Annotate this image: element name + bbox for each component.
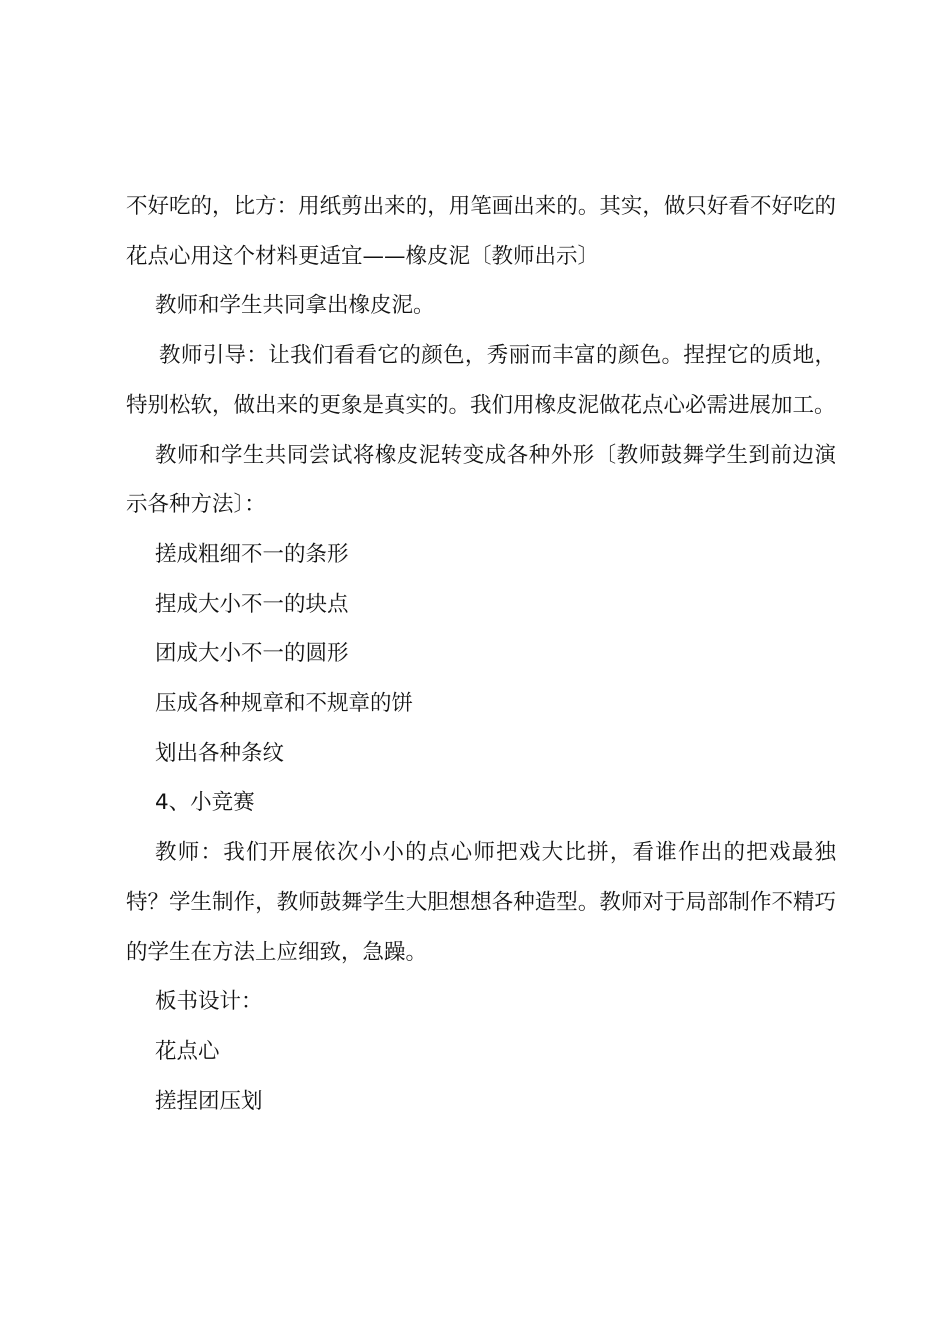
- list-item-press-cakes: 压成各种规章和不规章的饼: [155, 691, 414, 717]
- paragraph-teacher-guidance: 教师引导：让我们看看它的颜色，秀丽而丰富的颜色。捏捏它的质地，特别松软，做出来的更象是真实的。我们用橡皮泥做花点心必需进展加工。: [126, 343, 836, 418]
- paragraph-take-out-clay: 教师和学生共同拿出橡皮泥。: [155, 293, 435, 319]
- section-heading-competition: 4、小竞赛: [155, 790, 255, 816]
- list-item-roll-strips: 搓成粗细不一的条形: [155, 541, 349, 567]
- list-item-draw-lines: 划出各种条纹: [155, 740, 285, 766]
- paragraph-shape-attempt: 教师和学生共同尝试将橡皮泥转变成各种外形〔教师鼓舞学生到前边演示各种方法〕：: [126, 442, 836, 518]
- paragraph-continuation: 不好吃的，比方：用纸剪出来的，用笔画出来的。其实，做只好看不好吃的花点心用这个材料更适宜——橡皮泥〔教师出示〕: [126, 194, 836, 269]
- list-item-round-balls: 团成大小不一的圆形: [155, 641, 349, 667]
- board-design-title: 花点心: [155, 1038, 220, 1064]
- board-design-methods: 搓捏团压划: [155, 1088, 263, 1114]
- board-design-heading: 板书设计：: [155, 989, 263, 1015]
- paragraph-teacher-competition: 教师：我们开展依次小小的点心师把戏大比拼，看谁作出的把戏最独特？学生制作，教师鼓舞学生大胆想想各种造型。教师对于局部制作不精巧的学生在方法上应细致，急躁。: [126, 840, 836, 965]
- document-body: [126, 182, 836, 1126]
- list-item-pinch-dots: 捏成大小不一的块点: [155, 591, 349, 617]
